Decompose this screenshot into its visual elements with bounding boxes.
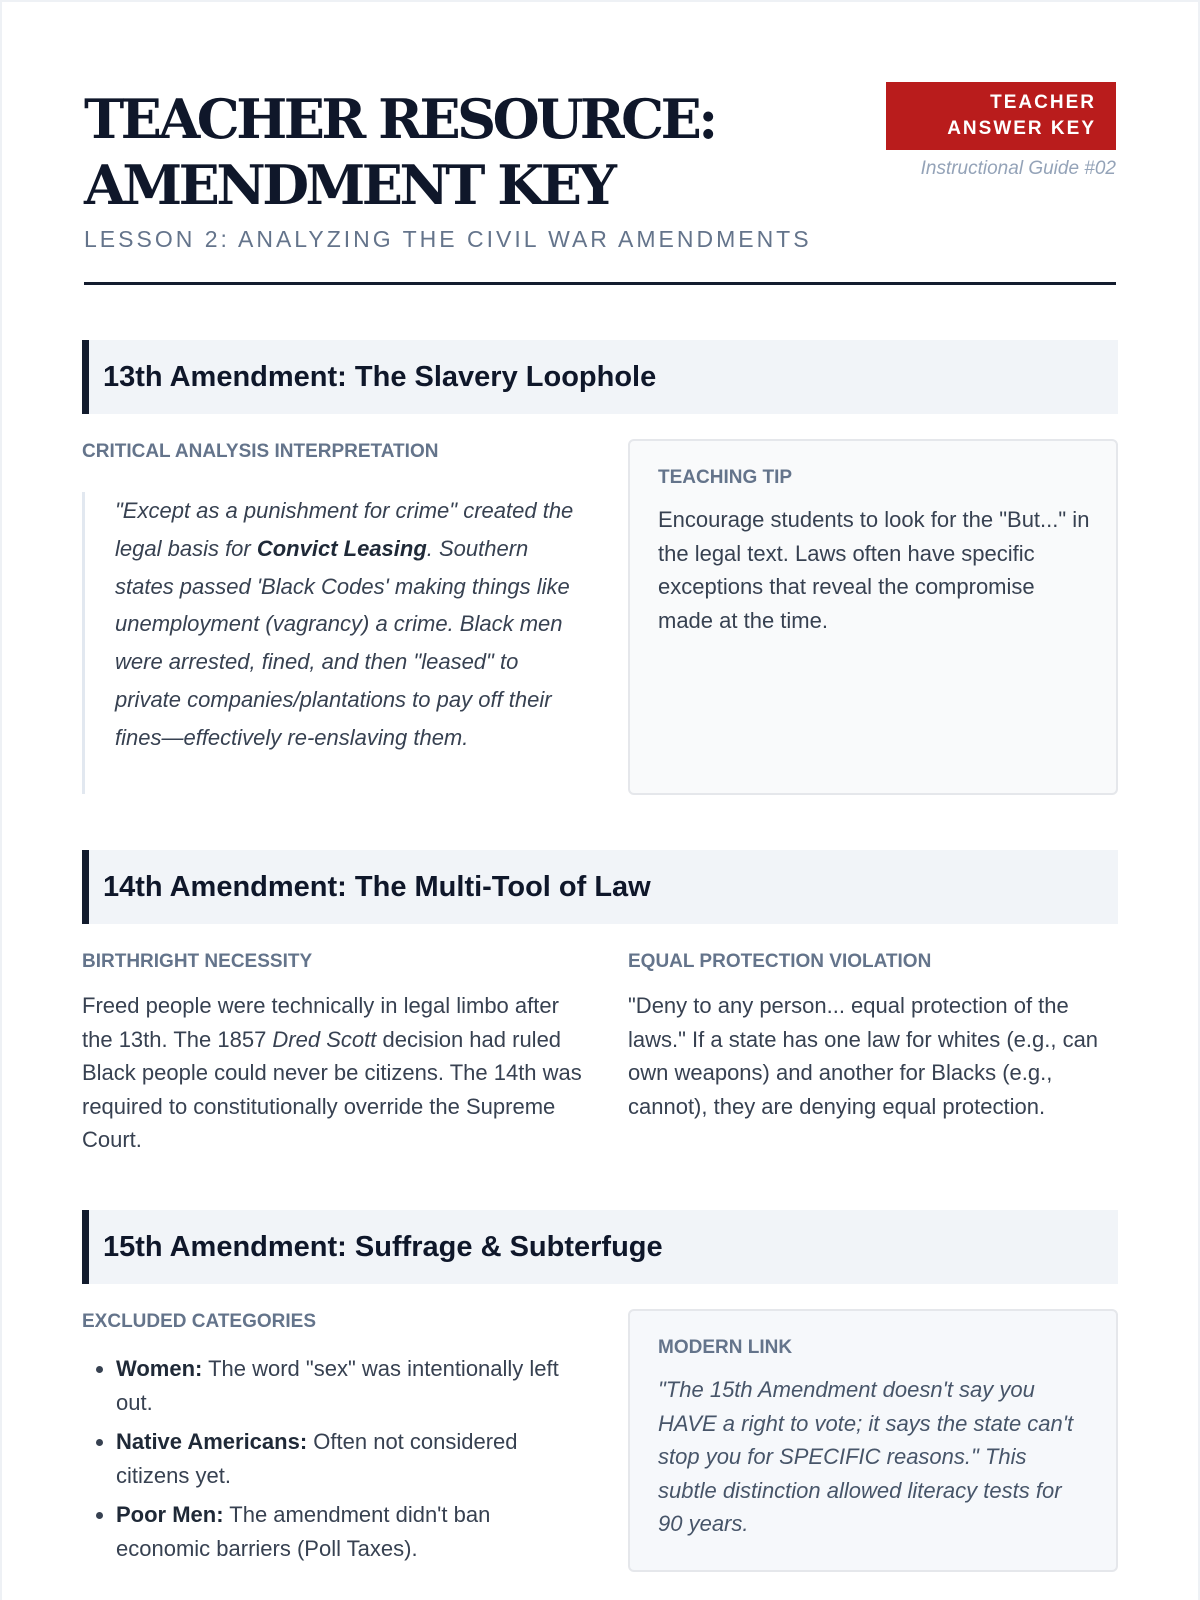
list-item-text: Often not considered citizens yet.: [116, 1429, 518, 1488]
section-13-heading: 13th Amendment: The Slavery Loophole: [82, 340, 1118, 414]
list-item: [116, 1425, 586, 1492]
quote-part-b: . Southern states passed 'Black Codes' making things like unemployment (vagrancy) a crime. Black men were arrested, fined, and then "leased" to private companies/plantations to pay off their fines—effectively re-enslaving them.: [115, 535, 570, 750]
list-item-term: Native Americans:: [116, 1429, 308, 1454]
birthright-label: BIRTHRIGHT NECESSITY: [82, 951, 313, 972]
title-line-2: AMENDMENT KEY: [84, 153, 614, 217]
quote-bold-term: Convict Leasing: [256, 535, 427, 561]
critical-analysis-label: CRITICAL ANALYSIS INTERPRETATION: [82, 441, 439, 462]
convict-leasing-quote: [82, 492, 582, 794]
list-item: [116, 1352, 586, 1419]
teaching-tip-card: [628, 439, 1118, 795]
section-15-heading: 15th Amendment: Suffrage & Subterfuge: [82, 1210, 1118, 1284]
quote-part-a: "Except as a punishment for crime" created the legal basis for: [115, 498, 574, 561]
equal-protection-text: "Deny to any person... equal protection of the laws." If a state has one law for whites (e.g., can own weapons) and another for Blacks (e.g., cannot), they are denying equal protection.: [628, 993, 1099, 1119]
lesson-subtitle: LESSON 2: ANALYZING THE CIVIL WAR AMENDMENTS: [84, 226, 812, 252]
guide-number: Instructional Guide #02: [920, 158, 1116, 179]
list-item: [116, 1498, 586, 1565]
birthright-part-a: Freed people were technically in legal limbo after the 13th. The 1857: [82, 993, 559, 1052]
list-item-term: Women:: [116, 1356, 203, 1381]
badge-line-2: ANSWER KEY: [947, 118, 1096, 139]
list-item-text: The word "sex" was intentionally left out.: [116, 1356, 559, 1415]
list-item-text: The amendment didn't ban economic barriers (Poll Taxes).: [116, 1502, 491, 1561]
equal-protection-label: EQUAL PROTECTION VIOLATION: [628, 951, 932, 972]
modern-link-card: [628, 1309, 1118, 1572]
birthright-text: [82, 989, 582, 1157]
section-14-heading: 14th Amendment: The Multi-Tool of Law: [82, 850, 1118, 924]
title-line-1: TEACHER RESOURCE:: [84, 87, 715, 151]
header: [84, 2, 1116, 285]
excluded-categories-label: EXCLUDED CATEGORIES: [82, 1311, 317, 1332]
modern-link-text: "The 15th Amendment doesn't say you HAVE a right to vote; it says the state can't stop you for SPECIFIC reasons." This subtle distinction allowed literacy tests for 90 years.: [658, 1377, 1074, 1536]
teaching-tip-text: Encourage students to look for the "But..." in the legal text. Laws often have specific exceptions that reveal the compromise made at the time.: [658, 507, 1090, 633]
answer-key-badge: [886, 82, 1116, 150]
teaching-tip-label: TEACHING TIP: [658, 467, 793, 488]
page-title: [84, 86, 715, 218]
birthright-part-b: decision had ruled Black people could never be citizens. The 14th was required to constitutionally override the Supreme Court.: [82, 1026, 582, 1152]
badge-line-1: TEACHER: [990, 92, 1096, 113]
dred-scott-italic: Dred Scott: [272, 1026, 377, 1052]
list-item-term: Poor Men:: [116, 1502, 224, 1527]
excluded-categories-list: [116, 1352, 586, 1571]
modern-link-label: MODERN LINK: [658, 1337, 793, 1358]
